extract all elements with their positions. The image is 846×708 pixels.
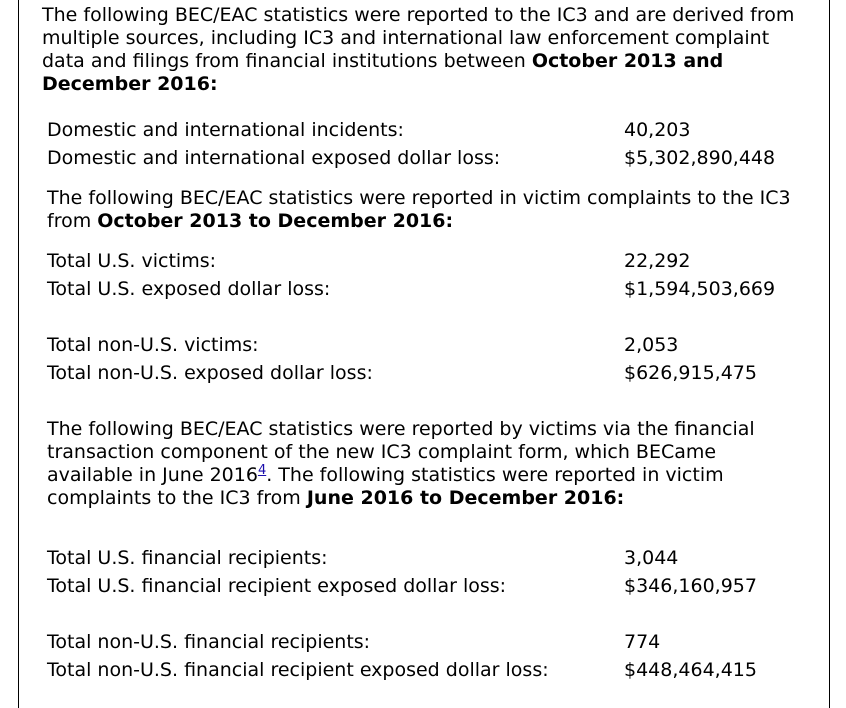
financial-intro-text: The following BEC/EAC statistics were reported by victims via the financial transaction component of the new IC3 complaint form, which BECame available in June 2016	[47, 418, 755, 486]
stat-row-us-financial-recipients	[47, 544, 807, 572]
stat-value: $626,915,475	[624, 362, 757, 384]
victim-intro-text: The following BEC/EAC statistics were reported in victim complaints to the IC3 from	[47, 187, 791, 232]
victim-intro-paragraph	[47, 187, 807, 233]
financial-intro-date-range: June 2016 to December 2016:	[306, 487, 625, 509]
financial-intro-paragraph	[47, 418, 807, 510]
stat-value: 3,044	[624, 547, 679, 569]
stat-row-us-victims	[47, 247, 807, 275]
stat-row-domestic-incidents	[47, 116, 807, 144]
stat-label: Total U.S. financial recipients:	[47, 547, 328, 569]
stat-label: Total U.S. financial recipient exposed dollar loss:	[47, 575, 507, 597]
stat-value: 2,053	[624, 334, 679, 356]
stat-label: Total U.S. victims:	[47, 250, 217, 272]
intro-text: The following BEC/EAC statistics were reported to the IC3 and are derived from multiple sources, including IC3 and international law enforcement complaint data and filings from financial institutions between	[42, 4, 795, 72]
stat-value: $5,302,890,448	[624, 147, 776, 169]
stat-row-non-us-loss	[47, 359, 807, 387]
stat-label: Domestic and international exposed dollar loss:	[47, 147, 501, 169]
stat-label: Total non-U.S. financial recipient exposed dollar loss:	[47, 659, 549, 681]
stat-label: Total non-U.S. financial recipients:	[47, 631, 371, 653]
financial-intro-text-cont: . The following statistics were reported in victim complaints to the IC3 from	[47, 464, 724, 509]
stat-label: Total non-U.S. victims:	[47, 334, 259, 356]
stat-value: $346,160,957	[624, 575, 757, 597]
stat-row-us-financial-loss	[47, 572, 807, 600]
stat-row-domestic-loss	[47, 144, 807, 172]
intro-paragraph	[42, 4, 802, 96]
stat-row-non-us-victims	[47, 331, 807, 359]
stat-value: 22,292	[624, 250, 691, 272]
stat-row-non-us-financial-recipients	[47, 628, 807, 656]
footnote-link[interactable]: 4	[257, 462, 267, 478]
stat-row-non-us-financial-loss	[47, 656, 807, 684]
intro-date-range: October 2013 and December 2016:	[42, 50, 724, 95]
stat-label: Total U.S. exposed dollar loss:	[47, 278, 331, 300]
stat-label: Total non-U.S. exposed dollar loss:	[47, 362, 373, 384]
stat-row-us-loss	[47, 275, 807, 303]
victim-intro-date-range: October 2013 to December 2016:	[97, 210, 454, 232]
stat-label: Domestic and international incidents:	[47, 119, 404, 141]
stat-value: $1,594,503,669	[624, 278, 776, 300]
stat-value: $448,464,415	[624, 659, 757, 681]
stat-value: 774	[624, 631, 661, 653]
stat-value: 40,203	[624, 119, 691, 141]
